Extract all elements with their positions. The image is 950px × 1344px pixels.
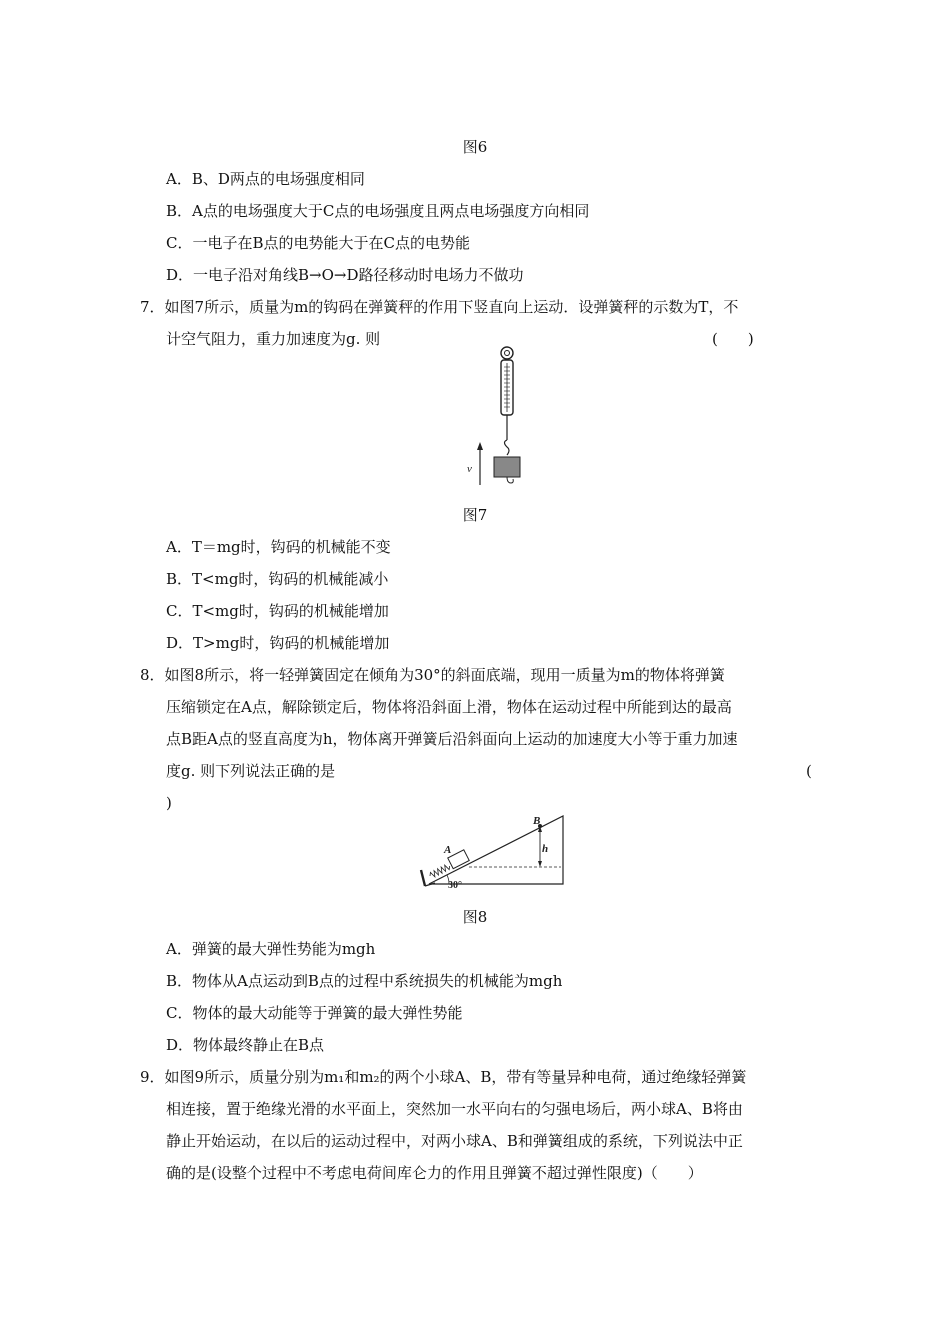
q8-option-c: C．物体的最大动能等于弹簧的最大弹性势能 (166, 1004, 463, 1022)
q8-option-d: D．物体最终静止在B点 (166, 1036, 325, 1054)
q8-stem-line2: 压缩锁定在A点，解除锁定后，物体将沿斜面上滑，物体在运动过程中所能到达的最高 (166, 698, 732, 716)
label-a: A (444, 844, 452, 856)
q7-stem-line1: 7．如图7所示，质量为m的钩码在弹簧秤的作用下竖直向上运动．设弹簧秤的示数为T，不 (140, 298, 739, 316)
q8-option-a: A．弹簧的最大弹性势能为mgh (166, 940, 376, 958)
q7-option-d: D．T>mg时，钩码的机械能增加 (166, 634, 390, 652)
velocity-label: v (467, 463, 472, 475)
q7-option-a: A．T＝mg时，钩码的机械能不变 (166, 538, 391, 556)
incline-figure (415, 812, 570, 890)
fig6-caption: 图6 (462, 138, 488, 156)
q8-option-b: B．物体从A点运动到B点的过程中系统损失的机械能为mgh (166, 972, 563, 990)
q8-answer-paren-close: ) (166, 794, 172, 812)
q7-option-b: B．T<mg时，钩码的机械能减小 (166, 570, 389, 588)
q9-stem-line1: 9．如图9所示，质量分别为m₁和m₂的两个小球A、B，带有等量异种电荷，通过绝缘轻弹簧 (140, 1068, 747, 1086)
label-b: B (533, 815, 541, 827)
q7-answer-paren: ( ) (712, 330, 754, 348)
q9-stem-line2: 相连接，置于绝缘光滑的水平面上，突然加一水平向右的匀强电场后，两小球A、B将由 (166, 1100, 743, 1118)
q8-answer-paren-open: ( (806, 762, 812, 780)
q8-stem-line4: 度g. 则下列说法正确的是 (166, 762, 336, 780)
q8-stem-line1: 8．如图8所示，将一轻弹簧固定在倾角为30°的斜面底端，现用一质量为m的物体将弹簧 (140, 666, 725, 684)
q7-stem-line2: 计空气阻力，重力加速度为g. 则 (166, 330, 381, 348)
q6-option-a: A．B、D两点的电场强度相同 (166, 170, 365, 188)
label-angle: 30° (448, 880, 462, 890)
q6-option-b: B．A点的电场强度大于C点的电场强度且两点电场强度方向相同 (166, 202, 590, 220)
q7-option-c: C．T<mg时，钩码的机械能增加 (166, 602, 389, 620)
q6-option-c: C．一电子在B点的电势能大于在C点的电势能 (166, 234, 470, 252)
fig8-caption: 图8 (462, 908, 488, 926)
fig7-caption: 图7 (462, 506, 488, 524)
q9-stem-line4: 确的是(设整个过程中不考虑电荷间库仑力的作用且弹簧不超过弹性限度)（ ） (166, 1164, 703, 1182)
q9-stem-line3: 静止开始运动，在以后的运动过程中，对两小球A、B和弹簧组成的系统，下列说法中正 (166, 1132, 743, 1150)
label-h: h (542, 843, 549, 855)
q6-option-d: D．一电子沿对角线B→O→D路径移动时电场力不做功 (166, 266, 524, 284)
q8-stem-line3: 点B距A点的竖直高度为h，物体离开弹簧后沿斜面向上运动的加速度大小等于重力加速 (166, 730, 738, 748)
spring-scale-figure (455, 345, 535, 495)
